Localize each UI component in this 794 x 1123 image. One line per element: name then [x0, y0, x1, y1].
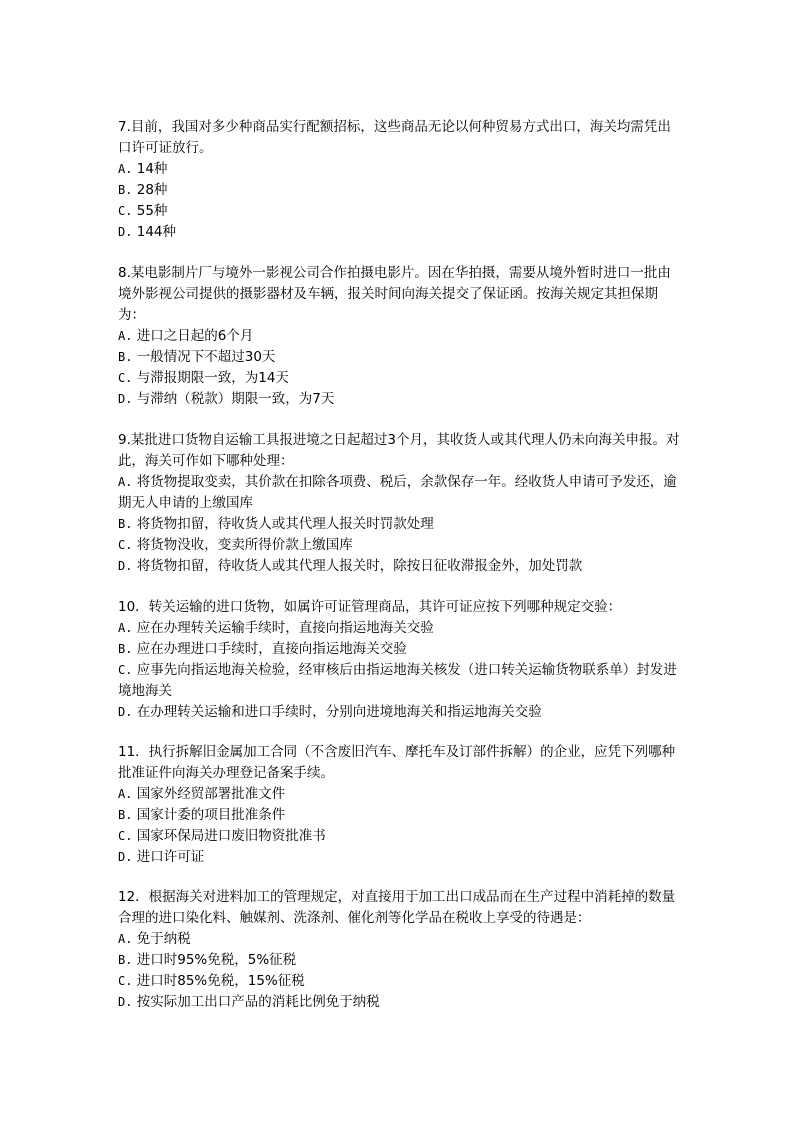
option-letter: C.: [118, 974, 133, 988]
option-letter: D.: [118, 392, 133, 406]
question-text: 10．转关运输的进口货物，如属许可证管理商品，其许可证应按下列哪种规定交验：: [118, 599, 622, 615]
question-text: 8.某电影制片厂与境外一影视公司合作拍摄电影片。因在华拍摄，需要从境外暂时进口一批由境外影视公司提供的摄影器材及车辆，报关时间向海关提交了保证函。按海关规定其担保期为：: [118, 265, 671, 323]
option-text: 55种: [136, 203, 168, 219]
option-letter: C.: [118, 371, 133, 385]
option-text: 14种: [136, 161, 168, 177]
option-text: 将货物提取变卖，其价款在扣除各项费、税后，余款保存一年。经收货人申请可予发还，逾期无人申请的上缴国库: [118, 474, 677, 511]
option-c: [118, 535, 684, 556]
option-letter: C.: [118, 663, 133, 677]
option-letter: B.: [118, 953, 133, 967]
question-text: 9.某批进口货物自运输工具报进境之日起超过3个月，其收货人或其代理人仍未向海关申报。对此，海关可作如下哪种处理：: [118, 432, 680, 469]
option-d: [118, 992, 684, 1013]
option-letter: B.: [118, 517, 133, 531]
option-c: [118, 971, 684, 992]
option-text: 144种: [136, 224, 177, 240]
option-d: [118, 222, 684, 243]
option-letter: B.: [118, 808, 133, 822]
option-b: [118, 514, 684, 535]
option-text: 一般情况下不超过30天: [136, 349, 276, 365]
option-text: 进口之日起的6个月: [136, 328, 254, 344]
option-d: [118, 389, 684, 410]
option-a: [118, 784, 684, 805]
option-b: [118, 639, 684, 660]
option-text: 与滞纳（税款）期限一致，为7天: [136, 391, 335, 407]
option-a: [118, 159, 684, 180]
option-letter: D.: [118, 559, 133, 573]
option-letter: B.: [118, 183, 133, 197]
option-b: [118, 180, 684, 201]
option-text: 进口时85%免税，15%征税: [136, 973, 305, 989]
option-letter: C.: [118, 204, 133, 218]
question-9: [118, 430, 684, 577]
option-text: 国家计委的项目批准条件: [136, 807, 286, 823]
option-letter: C.: [118, 538, 133, 552]
option-text: 应事先向指运地海关检验，经审核后由指运地海关核发（进口转关运输货物联系单）封发进境地海关: [118, 662, 677, 699]
option-d: [118, 556, 684, 577]
option-c: [118, 368, 684, 389]
option-d: [118, 702, 684, 723]
option-text: 与滞报期限一致，为14天: [136, 370, 289, 386]
option-list: [118, 929, 684, 1013]
option-text: 进口许可证: [136, 849, 205, 865]
question-12: [118, 887, 684, 1013]
question-text: 11．执行拆解旧金属加工合同（不含废旧汽车、摩托车及订部件拆解）的企业，应凭下列哪种批准证件向海关办理登记备案手续。: [118, 744, 676, 781]
option-text: 国家环保局进口废旧物资批准书: [136, 828, 326, 844]
option-letter: D.: [118, 850, 133, 864]
option-a: [118, 618, 684, 639]
option-letter: A.: [118, 162, 133, 176]
option-text: 进口时95%免税，5%征税: [136, 952, 297, 968]
option-text: 免于纳税: [136, 931, 191, 947]
question-text: 7.目前，我国对多少种商品实行配额招标，这些商品无论以何种贸易方式出口，海关均需凭出口许可证放行。: [118, 119, 671, 156]
question-10: [118, 597, 684, 723]
option-letter: B.: [118, 350, 133, 364]
option-letter: D.: [118, 995, 133, 1009]
option-text: 在办理转关运输和进口手续时，分别向进境地海关和指运地海关交验: [136, 704, 542, 720]
option-letter: A.: [118, 621, 133, 635]
option-list: [118, 618, 684, 723]
option-list: [118, 472, 684, 577]
option-c: [118, 826, 684, 847]
option-text: 将货物扣留，待收货人或其代理人报关时，除按日征收滞报金外，加处罚款: [136, 558, 583, 574]
option-letter: A.: [118, 329, 133, 343]
question-7: [118, 117, 684, 243]
option-c: [118, 660, 684, 702]
option-c: [118, 201, 684, 222]
option-a: [118, 326, 684, 347]
option-text: 28种: [136, 182, 168, 198]
option-text: 应在办理进口手续时，直接向指运地海关交验: [136, 641, 407, 657]
option-letter: D.: [118, 705, 133, 719]
option-b: [118, 347, 684, 368]
option-letter: A.: [118, 475, 133, 489]
option-a: [118, 929, 684, 950]
option-letter: A.: [118, 787, 133, 801]
option-text: 应在办理转关运输手续时，直接向指运地海关交验: [136, 620, 434, 636]
option-text: 将货物没收，变卖所得价款上缴国库: [136, 537, 353, 553]
question-8: [118, 263, 684, 410]
option-list: [118, 784, 684, 868]
question-11: [118, 742, 684, 868]
option-text: 将货物扣留，待收货人或其代理人报关时罚款处理: [136, 516, 434, 532]
option-d: [118, 847, 684, 868]
option-text: 按实际加工出口产品的消耗比例免于纳税: [136, 994, 380, 1010]
option-letter: C.: [118, 829, 133, 843]
option-text: 国家外经贸部署批准文件: [136, 786, 286, 802]
option-letter: D.: [118, 225, 133, 239]
option-b: [118, 805, 684, 826]
question-text: 12．根据海关对进料加工的管理规定，对直接用于加工出口成品而在生产过程中消耗掉的数量合理的进口染化料、触媒剂、洗涤剂、催化剂等化学品在税收上享受的待遇是：: [118, 889, 676, 926]
option-b: [118, 950, 684, 971]
option-a: [118, 472, 684, 514]
option-list: [118, 326, 684, 410]
option-list: [118, 159, 684, 243]
option-letter: B.: [118, 642, 133, 656]
option-letter: A.: [118, 932, 133, 946]
